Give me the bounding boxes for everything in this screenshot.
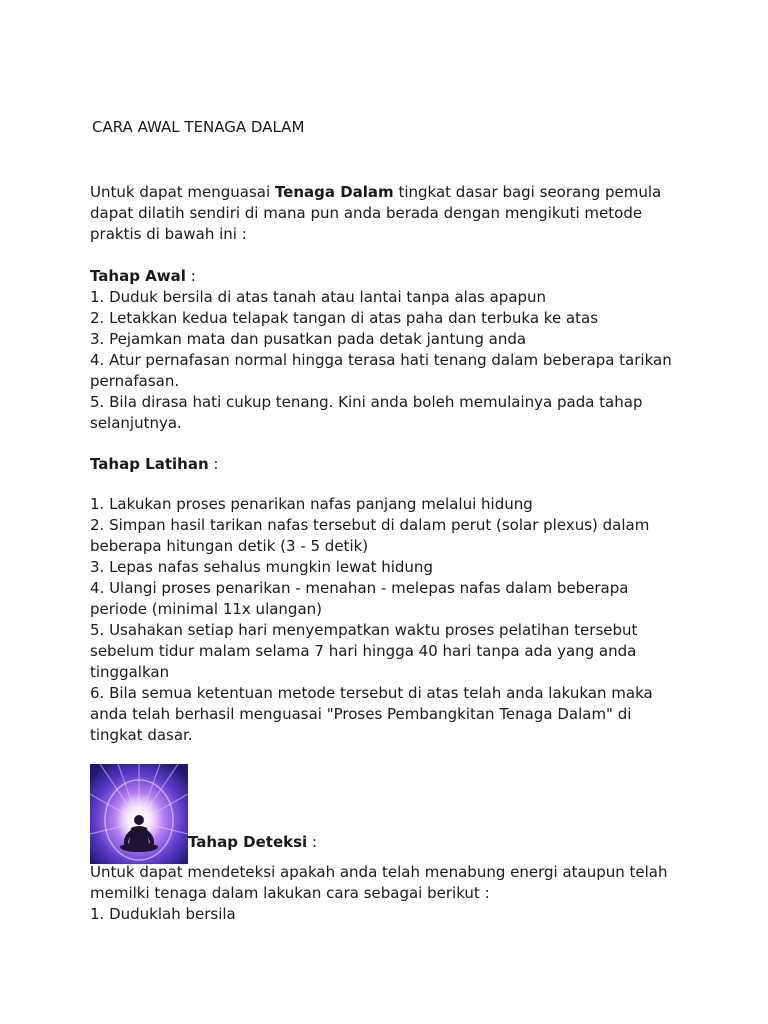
intro-line-2: dapat dilatih sendiri di mana pun anda berada dengan mengikuti metode <box>90 204 643 222</box>
list-item: sebelum tidur malam selama 7 hari hingga 40 hari tanpa ada yang anda <box>90 642 637 660</box>
paragraph-line: memilki tenaga dalam lakukan cara sebagai berikut : <box>90 884 490 902</box>
tahap-awal-heading: Tahap Awal <box>90 267 186 285</box>
document-title: CARA AWAL TENAGA DALAM <box>92 118 305 136</box>
list-item: pernafasan. <box>90 372 180 390</box>
tahap-awal-heading-line <box>90 266 690 287</box>
tahap-deteksi-colon: : <box>307 833 318 851</box>
paragraph-line: Untuk dapat mendeteksi apakah anda telah menabung energi ataupun telah <box>90 863 668 881</box>
list-item: 5. Bila dirasa hati cukup tenang. Kini anda boleh memulainya pada tahap <box>90 393 643 411</box>
list-item: tinggalkan <box>90 663 170 681</box>
intro-text-post: tingkat dasar bagi seorang pemula <box>393 183 662 201</box>
intro-bold-term: Tenaga Dalam <box>274 183 394 201</box>
intro-line-3: praktis di bawah ini : <box>90 225 247 243</box>
tahap-latihan-heading-line <box>90 454 690 475</box>
list-item: beberapa hitungan detik (3 - 5 detik) <box>90 537 369 555</box>
list-item: anda telah berhasil menguasai "Proses Pembangkitan Tenaga Dalam" di <box>90 705 632 723</box>
list-item: 1. Duduk bersila di atas tanah atau lantai tanpa alas apapun <box>90 288 547 306</box>
list-item: 2. Simpan hasil tarikan nafas tersebut di dalam perut (solar plexus) dalam <box>90 516 650 534</box>
tahap-latihan-colon: : <box>208 455 219 473</box>
intro-paragraph <box>90 182 690 245</box>
tahap-deteksi-heading-line <box>188 832 317 853</box>
tahap-awal-section <box>90 266 690 434</box>
list-item: periode (minimal 11x ulangan) <box>90 600 323 618</box>
list-item: 3. Pejamkan mata dan pusatkan pada detak jantung anda <box>90 330 527 348</box>
list-item: 1. Lakukan proses penarikan nafas panjang melalui hidung <box>90 495 533 513</box>
tahap-deteksi-section <box>90 862 690 925</box>
tahap-latihan-section <box>90 494 690 746</box>
meditation-figure-icon <box>90 764 188 864</box>
list-item: 1. Duduklah bersila <box>90 905 236 923</box>
list-item: 6. Bila semua ketentuan metode tersebut di atas telah anda lakukan maka <box>90 684 653 702</box>
list-item: 4. Ulangi proses penarikan - menahan - melepas nafas dalam beberapa <box>90 579 629 597</box>
list-item: selanjutnya. <box>90 414 182 432</box>
list-item: 5. Usahakan setiap hari menyempatkan waktu proses pelatihan tersebut <box>90 621 638 639</box>
tahap-awal-colon: : <box>185 267 196 285</box>
list-item: 2. Letakkan kedua telapak tangan di atas paha dan terbuka ke atas <box>90 309 599 327</box>
tahap-deteksi-heading: Tahap Deteksi <box>188 833 308 851</box>
list-item: 3. Lepas nafas sehalus mungkin lewat hidung <box>90 558 433 576</box>
list-item: tingkat dasar. <box>90 726 193 744</box>
list-item: 4. Atur pernafasan normal hingga terasa hati tenang dalam beberapa tarikan <box>90 351 672 369</box>
intro-text-pre: Untuk dapat menguasai <box>90 183 275 201</box>
tahap-latihan-heading: Tahap Latihan <box>90 455 209 473</box>
